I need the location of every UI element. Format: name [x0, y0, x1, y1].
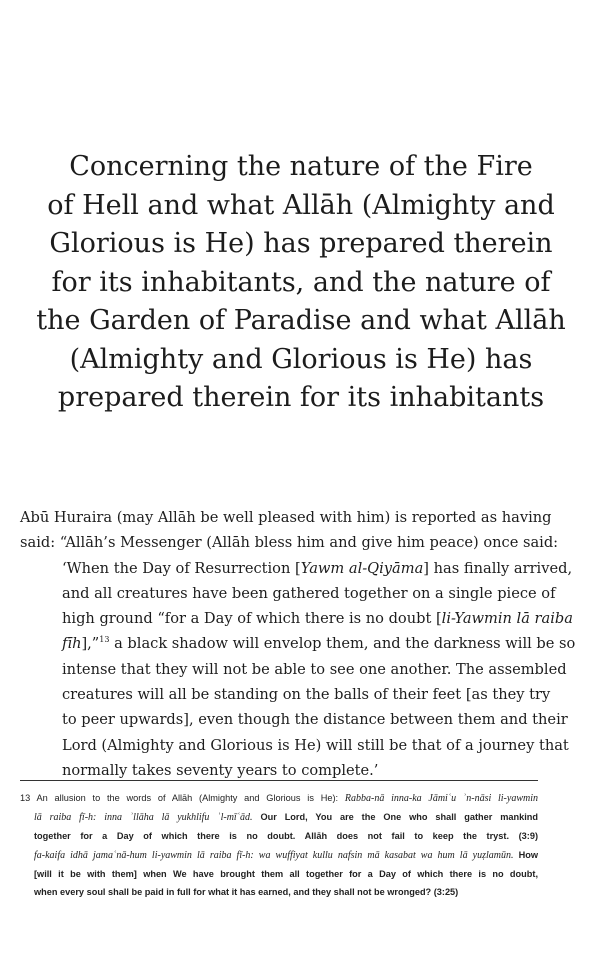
- transliteration: li-Yawmin lā raiba: [441, 610, 573, 628]
- footnotes: [20, 789, 538, 901]
- quote-line: ‘When the Day of Resurrection [Yawm al-Qiyāma] has finally arrived,: [62, 559, 573, 577]
- quote-line: creatures will all be standing on the balls of their feet [as they try: [62, 686, 551, 704]
- transliteration: Yawm al-Qiyāma: [300, 559, 424, 577]
- quote-line: and all creatures have been gathered together on a single piece of: [62, 584, 556, 602]
- footnote-line: [will it be with them] when We have brought them all together for a Day of which there is no doubt,: [34, 868, 538, 879]
- quote-line: intense that they will not be able to see one another. The assembled: [62, 660, 567, 678]
- chapter-title: [20, 148, 582, 418]
- footnote-line: when every soul shall be paid in full for what it has earned, and they shall not be wronged? (3:25): [34, 887, 459, 898]
- chapter-title-line: of Hell and what Allāh (Almighty and: [47, 189, 555, 221]
- hadith-text: [20, 505, 576, 783]
- quote-line: to peer upwards], even though the distance between them and their: [62, 711, 568, 729]
- quote-line: fīh],”$^{13}$ a black shadow will envelop them, and the darkness will be so: [62, 635, 576, 653]
- quote-line: normally takes seventy years to complete.’: [62, 761, 379, 779]
- chapter-title-line: the Garden of Paradise and what Allāh: [36, 305, 566, 336]
- footnote-line: 13 An allusion to the words of Allāh (Almighty and Glorious is He): Rabba-nā inna-ka Jāmiʿu ʾn-nāsi li-yawmin: [20, 793, 538, 804]
- footnote-line: fa-kaifa idhā jamaʿnā-hum li-yawmin lā raiba fī-h: wa wuffiyat kullu nafsin mā kasabat wa hum lā yuẓlamūn. How: [34, 849, 538, 861]
- footnote-divider: [20, 780, 538, 781]
- intro-line: said: “Allāh’s Messenger (Allāh bless him and give him peace) once said:: [20, 534, 559, 552]
- intro-line: Abū Huraira (may Allāh be well pleased with him) is reported as having: [20, 509, 552, 526]
- footnote-line: together for a Day of which there is no doubt. Allāh does not fail to keep the tryst. (3:9): [34, 831, 538, 842]
- chapter-title-line: prepared therein for its inhabitants: [57, 382, 545, 413]
- footnote-line: lā raiba fī-h: inna ʾllāha lā yukhlifu ʾl-mīʿād. Our Lord, You are the One who shall gather mankind: [34, 812, 538, 824]
- transliteration: fīh: [62, 635, 82, 653]
- chapter-title-line: Concerning the nature of the Fire: [69, 151, 533, 182]
- chapter-title-line: (Almighty and Glorious is He) has: [69, 343, 533, 375]
- quote-line: Lord (Almighty and Glorious is He) will still be that of a journey that: [62, 736, 569, 754]
- footnote-ref[interactable]: 13: [99, 635, 110, 645]
- quote-line: high ground “for a Day of which there is no doubt [li-Yawmin lā raiba: [62, 610, 573, 628]
- chapter-title-line: for its inhabitants, and the nature of: [51, 266, 551, 298]
- chapter-title-line: Glorious is He) has prepared therein: [49, 228, 553, 259]
